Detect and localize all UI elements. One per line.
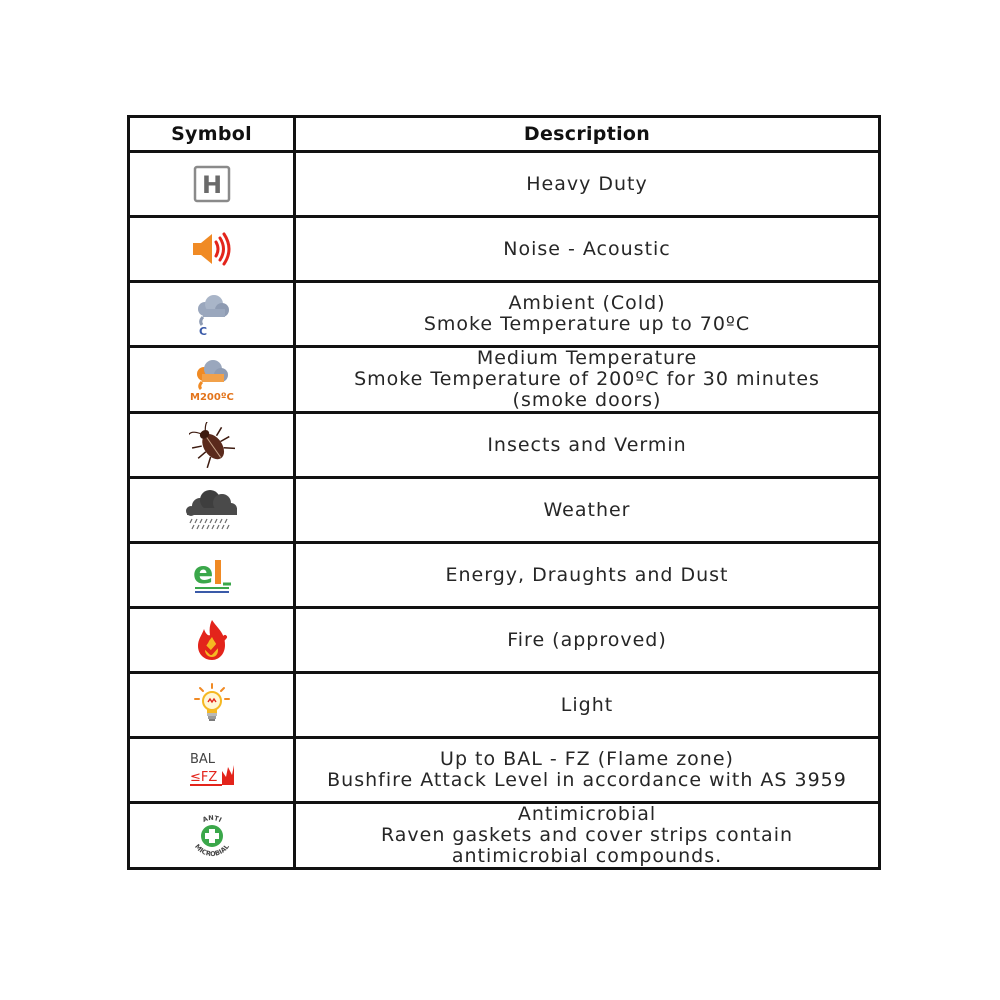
description-cell bbox=[295, 738, 880, 803]
table-row bbox=[129, 217, 880, 282]
rain-cloud-icon bbox=[182, 488, 242, 532]
symbol-cell bbox=[129, 347, 295, 413]
svg-text:H: H bbox=[201, 171, 222, 199]
description-line: Smoke Temperature of 200ºC for 30 minutes bbox=[354, 368, 820, 390]
description-line: Antimicrobial bbox=[517, 803, 657, 825]
symbol-cell bbox=[129, 217, 295, 282]
table-row bbox=[129, 543, 880, 608]
svg-text:ANTI: ANTI bbox=[200, 813, 223, 824]
description-line: Heavy Duty bbox=[526, 172, 648, 195]
description-line: Energy, Draughts and Dust bbox=[445, 563, 729, 586]
symbol-cell bbox=[129, 543, 295, 608]
bal-fz-icon bbox=[186, 747, 238, 793]
symbol-cell bbox=[129, 478, 295, 543]
description-line: Weather bbox=[543, 498, 631, 521]
table-row bbox=[129, 673, 880, 738]
description-line: Bushfire Attack Level in accordance with AS 3959 bbox=[327, 769, 847, 791]
description-cell bbox=[295, 282, 880, 347]
table-row bbox=[129, 478, 880, 543]
description-line: Insects and Vermin bbox=[487, 433, 687, 456]
description-line: Up to BAL - FZ (Flame zone) bbox=[440, 748, 734, 770]
svg-text:C: C bbox=[198, 325, 207, 337]
description-cell bbox=[295, 673, 880, 738]
symbol-cell bbox=[129, 413, 295, 478]
description-cell bbox=[295, 217, 880, 282]
description-cell bbox=[295, 608, 880, 673]
table-header-row bbox=[129, 117, 880, 152]
description-line: Raven gaskets and cover strips contain bbox=[380, 824, 794, 846]
table-row bbox=[129, 282, 880, 347]
description-cell bbox=[295, 152, 880, 217]
description-line: Medium Temperature bbox=[476, 347, 698, 369]
symbol-cell bbox=[129, 608, 295, 673]
symbol-cell bbox=[129, 738, 295, 803]
table-row bbox=[129, 347, 880, 413]
symbol-cell bbox=[129, 673, 295, 738]
symbol-column-header: Symbol bbox=[129, 117, 295, 152]
description-line: Light bbox=[560, 693, 614, 716]
table-row bbox=[129, 738, 880, 803]
description-cell bbox=[295, 413, 880, 478]
svg-text:M200ºC: M200ºC bbox=[189, 391, 234, 403]
description-line: (smoke doors) bbox=[512, 389, 662, 411]
symbol-cell bbox=[129, 803, 295, 869]
svg-text:MICROBIAL: MICROBIAL bbox=[192, 842, 231, 858]
cold-smoke-cloud-icon bbox=[189, 291, 235, 337]
symbol-legend-table bbox=[127, 115, 881, 870]
description-line: Noise - Acoustic bbox=[503, 237, 671, 260]
antimicrobial-icon bbox=[187, 811, 237, 861]
medium-temp-smoke-cloud-icon bbox=[184, 357, 240, 403]
description-line: Smoke Temperature up to 70ºC bbox=[423, 313, 751, 335]
description-line: antimicrobial compounds. bbox=[451, 845, 723, 867]
symbol-cell bbox=[129, 152, 295, 217]
description-cell bbox=[295, 347, 880, 413]
light-bulb-icon bbox=[192, 682, 232, 728]
description-cell bbox=[295, 543, 880, 608]
description-line: Fire (approved) bbox=[507, 628, 667, 651]
table-row bbox=[129, 608, 880, 673]
energy-draught-icon bbox=[189, 552, 235, 598]
description-column-header: Description bbox=[295, 117, 880, 152]
description-line: Ambient (Cold) bbox=[508, 292, 666, 314]
table-row bbox=[129, 803, 880, 869]
cockroach-icon bbox=[189, 422, 235, 468]
table-row bbox=[129, 152, 880, 217]
heavy-duty-icon bbox=[192, 164, 232, 204]
description-cell bbox=[295, 803, 880, 869]
table-row bbox=[129, 413, 880, 478]
description-cell bbox=[295, 478, 880, 543]
speaker-sound-icon bbox=[189, 229, 235, 269]
symbol-cell bbox=[129, 282, 295, 347]
svg-text:e: e bbox=[192, 556, 213, 591]
fire-approved-icon bbox=[192, 617, 232, 663]
svg-text:≤FZ: ≤FZ bbox=[189, 770, 217, 785]
svg-text:BAL: BAL bbox=[189, 752, 215, 767]
